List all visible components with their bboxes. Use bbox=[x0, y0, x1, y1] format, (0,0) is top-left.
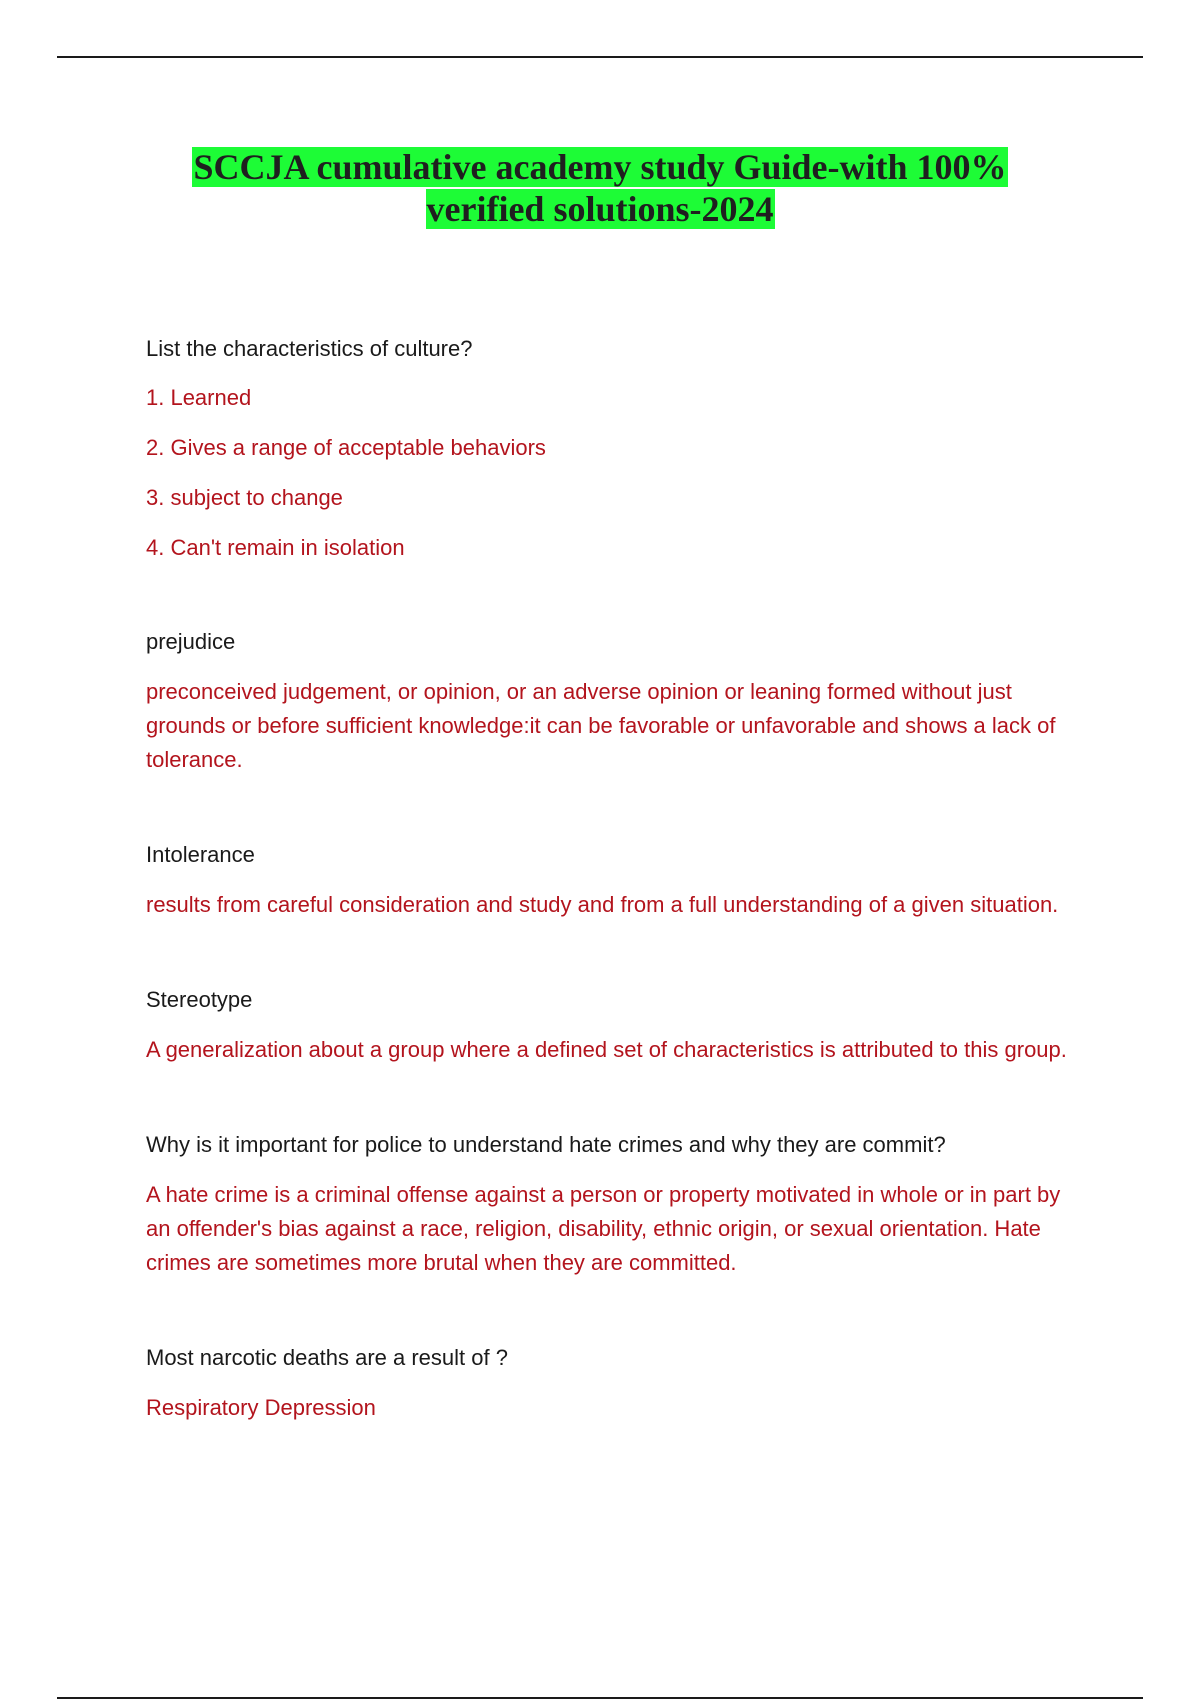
answer: preconceived judgement, or opinion, or an adverse opinion or leaning formed without just grounds or before sufficient knowledge:it can be favorable or unfavorable and shows a lack of tolerance. bbox=[146, 679, 1056, 772]
question: Stereotype bbox=[146, 987, 253, 1012]
answer-list bbox=[146, 382, 1076, 564]
document-title bbox=[0, 146, 1200, 230]
qa-content bbox=[146, 333, 1076, 1425]
title-line-2: verified solutions-2024 bbox=[426, 189, 774, 229]
answer: A generalization about a group where a defined set of characteristics is attributed to this group. bbox=[146, 1037, 1067, 1062]
qa-item-culture bbox=[146, 333, 1076, 564]
qa-item-hate-crimes bbox=[146, 1129, 1076, 1280]
title-line-1: SCCJA cumulative academy study Guide-with 100% bbox=[193, 147, 1007, 187]
answer-list-item: 2. Gives a range of acceptable behaviors bbox=[146, 435, 546, 460]
qa-item-intolerance bbox=[146, 839, 1076, 922]
header-rule bbox=[57, 56, 1143, 58]
answer-list-item: 4. Can't remain in isolation bbox=[146, 535, 405, 560]
qa-item-narcotic-deaths bbox=[146, 1342, 1076, 1425]
answer: Respiratory Depression bbox=[146, 1395, 376, 1420]
question: prejudice bbox=[146, 629, 236, 654]
footer-rule bbox=[57, 1697, 1143, 1699]
question: Intolerance bbox=[146, 842, 255, 867]
question: List the characteristics of culture? bbox=[146, 336, 473, 361]
question: Most narcotic deaths are a result of ? bbox=[146, 1345, 508, 1370]
qa-item-prejudice bbox=[146, 626, 1076, 777]
question: Why is it important for police to understand hate crimes and why they are commit? bbox=[146, 1132, 946, 1157]
answer: results from careful consideration and study and from a full understanding of a given situation. bbox=[146, 892, 1059, 917]
answer-list-item: 3. subject to change bbox=[146, 485, 343, 510]
qa-item-stereotype bbox=[146, 984, 1076, 1067]
answer-list-item: 1. Learned bbox=[146, 385, 252, 410]
answer: A hate crime is a criminal offense against a person or property motivated in whole or in part by an offender's bias against a race, religion, disability, ethnic origin, or sexual orientation. Hate crimes are sometimes more brutal when they are committed. bbox=[146, 1182, 1061, 1275]
